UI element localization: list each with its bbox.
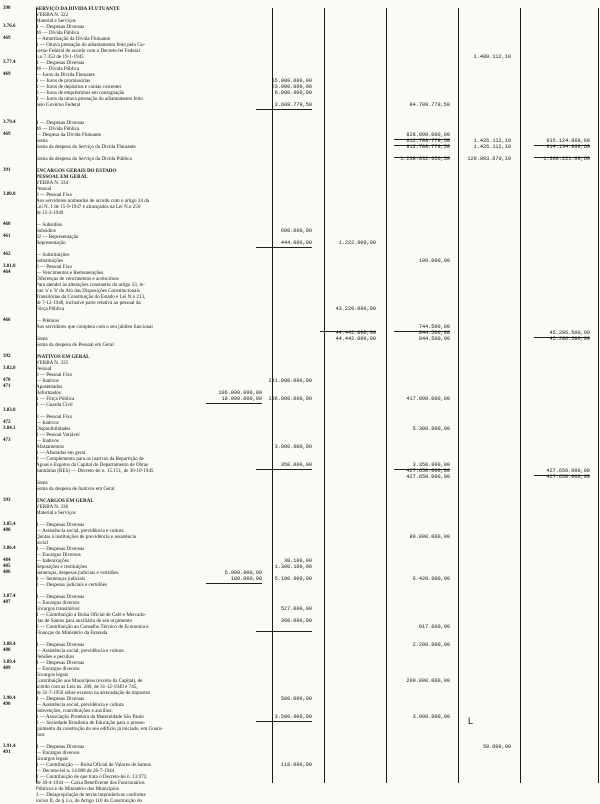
budget-code: 487 bbox=[3, 600, 11, 605]
amount-value: 360.000,00 bbox=[280, 618, 312, 624]
amount-value: 1.426.112,10 bbox=[473, 144, 511, 150]
amount-value: 18.000.000,00 bbox=[221, 396, 262, 402]
amount-value: 427.650.000,00 bbox=[406, 468, 450, 474]
amount-value: 100.000,00 bbox=[230, 576, 262, 582]
amount-value: 3.000.000,00 bbox=[274, 444, 312, 450]
amount-value: 917.600,00 bbox=[418, 624, 450, 630]
amount-value: 5.000.000,00 bbox=[224, 570, 262, 576]
sum-rule bbox=[256, 631, 312, 632]
description-line: 1 — Sentenças judiciais bbox=[36, 576, 86, 582]
amount-value: 136.000.000,00 bbox=[268, 396, 312, 402]
description-line: Contribuição aos Municípios (exceto da Capital), de bbox=[36, 678, 143, 684]
description-line: 1 — Pessoal Variável bbox=[36, 432, 80, 438]
description-line: 1 — Juros de promissórias bbox=[36, 78, 91, 84]
description-line: — Subsídios bbox=[36, 222, 63, 228]
amount-value: 350.000,00 bbox=[280, 462, 312, 468]
amount-value: 3.350.000,00 bbox=[412, 462, 450, 468]
sum-rule bbox=[394, 331, 450, 332]
sum-rule bbox=[394, 145, 450, 146]
budget-code: 489 bbox=[3, 666, 11, 671]
budget-code: 3.83.0 bbox=[3, 408, 16, 413]
sum-rule bbox=[534, 475, 590, 476]
sum-rule bbox=[534, 145, 590, 146]
description-line: 0 — Pessoal Fixo bbox=[36, 264, 73, 270]
budget-code: 470 bbox=[3, 378, 11, 383]
description-line: VERBA N. 335 bbox=[36, 360, 69, 366]
budget-code: 392 bbox=[3, 354, 11, 359]
description-line: 1 — Contribuição — Bolsa Oficial de Valores de Santos bbox=[36, 762, 151, 768]
sum-rule bbox=[256, 109, 312, 110]
description-line: Soma da despesa de Inativos em Geral bbox=[36, 486, 115, 492]
budget-code: 393 bbox=[3, 498, 11, 503]
sum-rule bbox=[394, 139, 450, 140]
budget-code: 3.76.6 bbox=[3, 24, 16, 29]
budget-code: 461 bbox=[3, 234, 11, 239]
amount-value: 43.220.000,00 bbox=[335, 306, 376, 312]
description-line: verno Federal de acordo com o Decreto-lei Federal bbox=[36, 48, 140, 54]
description-line: 3 — Juros de empréstimos em consignação bbox=[36, 90, 125, 96]
description-line: 2 — Contribuição de que trata o Decreto-lei n. 13.972, bbox=[36, 774, 148, 780]
amount-value: 129.983.670,10 bbox=[467, 156, 511, 162]
amount-value: 44.442.000,00 bbox=[335, 330, 376, 336]
sum-rule bbox=[256, 469, 312, 470]
description-line: lhos bbox=[36, 732, 45, 738]
description-line: Soma da despesa do Serviço da Dívida Flutuante bbox=[36, 144, 136, 150]
description-line: 2 — Juros de depósitos e contas correntes bbox=[36, 84, 122, 90]
description-line: Reformados bbox=[36, 390, 61, 396]
amount-value: 844.500,00 bbox=[418, 336, 450, 342]
description-line: Soma da despesa do Serviço da Dívida Pública bbox=[36, 156, 132, 162]
sum-rule bbox=[320, 331, 376, 332]
description-line: 0 — Pessoal Fixo bbox=[36, 372, 73, 378]
description-line: Diferenças de vencimentos e acréscimos bbox=[36, 276, 119, 282]
budget-code: 460 bbox=[3, 222, 11, 227]
description-line: de 15-3-1949 bbox=[36, 210, 64, 216]
budget-code: 473 bbox=[3, 438, 11, 443]
description-line: Disponibilidades bbox=[36, 426, 71, 432]
description-line: ENCARGOS GERAIS DO ESTADO bbox=[36, 168, 117, 174]
amount-value: 3.608.779,50 bbox=[274, 102, 312, 108]
margin-mark: L bbox=[468, 716, 474, 726]
amount-value: 1.300.100,00 bbox=[274, 564, 312, 570]
budget-code: 3.80.0 bbox=[3, 192, 16, 197]
description-line: 0 — Pessoal Fixo bbox=[36, 414, 73, 420]
description-line: 4 — Despesas Diversas bbox=[36, 594, 85, 600]
description-line: de 7-12-1948, inclusive parte relativa ao pessoal da bbox=[36, 300, 141, 306]
description-line: — Decreto-lei n. 14.088 de 26-7-1944 bbox=[36, 768, 115, 774]
budget-code: 3.77.4 bbox=[3, 60, 16, 65]
description-line: — Despesa da Dívida Flutuante bbox=[36, 132, 102, 138]
description-line: Material e Serviços bbox=[36, 18, 76, 24]
description-line: VERBA N. 334 bbox=[36, 180, 69, 186]
description-line: — Assistência social, previdência e cultura bbox=[36, 702, 124, 708]
amount-value: 914.134.869,60 bbox=[546, 144, 590, 150]
description-line: 4 — Juros da oitava prestação do adiantamento feito bbox=[36, 96, 143, 102]
description-line: SERVIÇO DA DÍVIDA FLUTUANTE bbox=[36, 6, 120, 12]
amount-value: 912.708.779,50 bbox=[406, 138, 450, 144]
budget-code: 486 bbox=[3, 570, 11, 575]
amount-value: 828.000.000,00 bbox=[406, 132, 450, 138]
description-line: 4 — Despesas Diversas bbox=[36, 660, 85, 666]
description-line: Encargos legais bbox=[36, 756, 69, 762]
amount-value: 45.286.500,00 bbox=[549, 330, 590, 336]
sum-rule bbox=[206, 583, 262, 584]
description-line: 2 — Guarda Civil bbox=[36, 402, 73, 408]
amount-value: 427.650.000,00 bbox=[406, 474, 450, 480]
amount-value: 2.200.000,00 bbox=[412, 642, 450, 648]
description-line: pelo Govêrno Federal bbox=[36, 102, 81, 108]
budget-code: 472 bbox=[3, 420, 11, 425]
description-line: — Encargos diversos bbox=[36, 600, 80, 606]
description-line: social bbox=[36, 540, 48, 546]
amount-value: 3.000.000,00 bbox=[412, 714, 450, 720]
amount-value: 30.100,00 bbox=[283, 558, 312, 564]
budget-code: 491 bbox=[3, 750, 11, 755]
description-line: 46 — Dívida Pública bbox=[36, 66, 80, 72]
amount-value: 500.000,00 bbox=[280, 696, 312, 702]
description-line: VERBA N. 322 bbox=[36, 12, 69, 18]
description-line: 1 — Afastados em geral bbox=[36, 450, 86, 456]
amount-value: 6.000.000,00 bbox=[274, 90, 312, 96]
budget-code: 469 bbox=[3, 36, 11, 41]
description-line: Encargos transitórios: bbox=[36, 606, 81, 612]
amount-value: 527.000,00 bbox=[280, 606, 312, 612]
description-line: Públicos e do Ministério dos Municípios bbox=[36, 786, 119, 792]
description-line: inciso II, do § 1.o, do Artigo 110 da Constituição do bbox=[36, 798, 143, 804]
budget-code: 488 bbox=[3, 648, 11, 653]
budget-code: 3.91.4 bbox=[3, 744, 16, 749]
amount-value: 45.286.500,00 bbox=[549, 336, 590, 342]
description-line: 1 — Oitava prestação do adiantamento feito pelo Go- bbox=[36, 42, 146, 48]
budget-code: 3.81.0 bbox=[3, 264, 16, 269]
description-line: Transitórias da Constituição do Estado e Lei N.o 213, bbox=[36, 294, 146, 300]
description-line: Reposições e restituições bbox=[36, 564, 88, 570]
description-line: Encargos legais bbox=[36, 672, 69, 678]
budget-code: 3.88.4 bbox=[3, 642, 16, 647]
sum-rule bbox=[206, 403, 262, 404]
description-line: Aposentados bbox=[36, 384, 63, 390]
description-line: Soma bbox=[36, 138, 48, 144]
amount-value: 80.000.000,00 bbox=[409, 534, 450, 540]
description-line: Aos servidores que completa com o seu jubileu funcional bbox=[36, 324, 153, 330]
description-line: VERBA N. 336 bbox=[36, 504, 69, 510]
column-rule bbox=[386, 8, 387, 783]
amount-value: 427.650.000,00 bbox=[546, 474, 590, 480]
description-line: Soma bbox=[36, 480, 48, 486]
column-rule bbox=[324, 8, 325, 783]
amount-value: 44.442.000,00 bbox=[335, 336, 376, 342]
budget-code: 464 bbox=[3, 270, 11, 275]
description-line: — Assistência social, previdência e cultura bbox=[36, 648, 124, 654]
description-line: INATIVOS EM GERAL bbox=[36, 354, 90, 360]
budget-code: 3.89.4 bbox=[3, 660, 16, 665]
budget-code: 466 bbox=[3, 318, 11, 323]
budget-code: 469 bbox=[3, 72, 11, 77]
description-line: — Inativos bbox=[36, 420, 59, 426]
description-line: — Inativos bbox=[36, 438, 59, 444]
description-line: Subvenções, contribuições e auxílios: bbox=[36, 708, 113, 714]
description-line: — Indenizações bbox=[36, 558, 69, 564]
amount-value: 1.426.112,10 bbox=[473, 138, 511, 144]
description-line: 1 — Contribuição à Bolsa Oficial de Café e Mercado- bbox=[36, 612, 147, 618]
description-line: de 31-7-1950 sôbre excesso na arrecadação de impostos bbox=[36, 690, 151, 696]
description-line: 2 — Contribuição ao Conselho Técnico de Economia e bbox=[36, 624, 149, 630]
budget-code: 391 bbox=[3, 168, 11, 173]
description-line: Soma bbox=[36, 336, 48, 342]
amount-value: 1.222.000,00 bbox=[338, 240, 376, 246]
description-line: Para atender às alterações constantes do artigo 23, le- bbox=[36, 282, 145, 288]
description-line: Fôrça Pública bbox=[36, 306, 65, 312]
description-line: Águas e Esgotos da Capital do Departamento de Obras bbox=[36, 462, 149, 468]
budget-code: 3.87.4 bbox=[3, 594, 16, 599]
amount-value: 5.300.000,00 bbox=[412, 426, 450, 432]
description-line: Substituições bbox=[36, 258, 64, 264]
description-line: Representação bbox=[36, 240, 66, 246]
amount-value: 1.238.032.656,50 bbox=[400, 156, 450, 162]
description-line: — Vencimentos e Remunerações bbox=[36, 270, 104, 276]
description-line: 1 — Fôrça Pública bbox=[36, 396, 75, 402]
budget-code: 484 bbox=[3, 558, 11, 563]
description-line: acôrdo com as Leis ns. 280, de 31-12-1949 e 745, bbox=[36, 684, 138, 690]
description-line: — Amortização da Dívida Flutuante bbox=[36, 36, 111, 42]
amount-value: 50.000,00 bbox=[482, 744, 511, 750]
description-line: Quotas à instituições de previdência e assistência bbox=[36, 534, 137, 540]
amount-value: 444.000,00 bbox=[280, 240, 312, 246]
amount-value: 915.124.869,60 bbox=[546, 138, 590, 144]
description-line: 4 — Despesas Diversas bbox=[36, 744, 85, 750]
description-line: rias de Santos para auxiliário de seu orçamento bbox=[36, 618, 133, 624]
description-line: — Substituições bbox=[36, 252, 70, 258]
description-line: — Encargos diversos bbox=[36, 666, 80, 672]
sum-rule bbox=[256, 721, 312, 722]
amount-value: 23.000.000,00 bbox=[271, 84, 312, 90]
amount-value: 100.000,00 bbox=[418, 258, 450, 264]
budget-code: 469 bbox=[3, 132, 11, 137]
description-line: 4 — Despesas Diversas bbox=[36, 642, 85, 648]
budget-code: 462 bbox=[3, 252, 11, 257]
description-line: Sentenças, despesas judiciais e certidões bbox=[36, 570, 119, 576]
budget-code: 480 bbox=[3, 528, 11, 533]
description-line: — Encargos Diversos bbox=[36, 552, 81, 558]
description-line: tras 'a' e 'b' do Ato das Disposições Constitucionais bbox=[36, 288, 140, 294]
amount-value: 281.000.000,00 bbox=[268, 378, 312, 384]
description-line: 02 — Representação bbox=[36, 234, 79, 240]
amount-value: 55.000.000,00 bbox=[271, 78, 312, 84]
column-rule bbox=[520, 8, 521, 783]
sum-rule bbox=[394, 157, 450, 158]
budget-code: 490 bbox=[3, 702, 11, 707]
description-line: 4 — Despesas Diversas bbox=[36, 24, 85, 30]
budget-code: 3.86.4 bbox=[3, 546, 16, 551]
description-line: 2 — Despesas judiciais e certidões bbox=[36, 582, 107, 588]
description-line: 46 — Dívida Pública bbox=[36, 30, 80, 36]
description-line: — Prêmios bbox=[36, 318, 60, 324]
description-column bbox=[36, 6, 268, 804]
amount-value: 118.000,00 bbox=[280, 762, 312, 768]
description-line: Pessoal bbox=[36, 186, 52, 192]
description-line: 4 — Despesas Diversas bbox=[36, 522, 85, 528]
amount-value: 200.000.000,00 bbox=[406, 678, 450, 684]
description-line: — Juros da Dívida Flutuante bbox=[36, 72, 95, 78]
description-line: Soma da despesa do Pessoal em Geral bbox=[36, 342, 114, 348]
description-line: Material e Serviços bbox=[36, 510, 76, 516]
description-line: — Assistência social, previdência e cultura bbox=[36, 528, 124, 534]
description-line: Pessoal bbox=[36, 366, 52, 372]
budget-code: 3.84.1 bbox=[3, 426, 16, 431]
amount-value: 3.500.000,00 bbox=[274, 714, 312, 720]
description-line: 46 — Dívida Pública bbox=[36, 126, 80, 132]
amount-value: 6.420.000,00 bbox=[412, 576, 450, 582]
amount-value: 106.000.000,00 bbox=[218, 390, 262, 396]
description-line: 4 — Despesas Diversas bbox=[36, 696, 85, 702]
amount-value: 5.100.000,00 bbox=[274, 576, 312, 582]
budget-code: 3.82.0 bbox=[3, 366, 16, 371]
column-rule bbox=[458, 8, 459, 783]
description-line: — Inativos bbox=[36, 378, 59, 384]
sum-rule bbox=[534, 157, 590, 158]
amount-value: 427.650.000,00 bbox=[546, 468, 590, 474]
budget-code: 390 bbox=[3, 6, 11, 11]
description-line: Finanças do Ministério da Fazenda bbox=[36, 630, 108, 636]
amount-value: 1.368.221.09,60 bbox=[543, 156, 590, 162]
amount-value: 844.500,00 bbox=[418, 330, 450, 336]
column-rule bbox=[598, 8, 599, 783]
budget-code: 3.79.4 bbox=[3, 120, 16, 125]
description-line: Lei N. 1 de 15-9-1947 e alcançados na Lei N.o 250 bbox=[36, 204, 141, 210]
description-line: n.o 7.353 de 19-1-1945 bbox=[36, 54, 84, 60]
amount-value: 744.500,00 bbox=[418, 324, 450, 330]
description-line: 2 — Complemento para os inativos da Repartição de bbox=[36, 456, 144, 462]
budget-code: 471 bbox=[3, 384, 11, 389]
description-line: 3 — Desapropriação de terras improdutivas conforme bbox=[36, 792, 146, 798]
description-line: de 30-4-1944 — Caixa Beneficente dos Funcionários bbox=[36, 780, 145, 786]
budget-code: 3.90.4 bbox=[3, 696, 16, 701]
sum-rule bbox=[256, 247, 312, 248]
budget-code: 485 bbox=[3, 564, 11, 569]
budget-code: 3.85.4 bbox=[3, 522, 16, 527]
description-line: Sanitárias (RES) — Decreto-lei n. 15.151, de 30-10-1945 bbox=[36, 468, 154, 474]
description-line: Subsídios bbox=[36, 228, 56, 234]
description-line: Pensões e pecúlios bbox=[36, 654, 75, 660]
amount-value: 912.708.779,50 bbox=[406, 144, 450, 150]
sum-rule bbox=[534, 337, 590, 338]
description-line: PESSOAL EM GERAL bbox=[36, 174, 88, 180]
amount-value: 84.708.779,50 bbox=[409, 102, 450, 108]
description-line: 4 — Despesas Diversas bbox=[36, 60, 85, 66]
description-line: 1 — Associação Protetora da Maternidade São Paulo bbox=[36, 714, 144, 720]
amount-value: 417.000.000,00 bbox=[406, 396, 450, 402]
description-line: 2 — Sociedade Brasileira de Educação para o prosse- bbox=[36, 720, 146, 726]
amount-value: 1.489.112,10 bbox=[473, 54, 511, 60]
description-line: 4 — Despesas Diversas bbox=[36, 120, 85, 126]
sum-rule bbox=[394, 469, 450, 470]
description-line: ENCARGOS EM GERAL bbox=[36, 498, 94, 504]
amount-value: 600.000,00 bbox=[280, 228, 312, 234]
description-line: Afastamentos bbox=[36, 444, 65, 450]
description-line: Aos servidores nomeados de acordo com o artigo 24 da bbox=[36, 198, 150, 204]
description-line: — Encargos diversos bbox=[36, 750, 80, 756]
description-line: 0 — Pessoal Fixo bbox=[36, 192, 73, 198]
description-line: guimento da construção do seu edifício já iniciado, em Guaru- bbox=[36, 726, 164, 732]
description-line: 4 — Despesas Diversas bbox=[36, 546, 85, 552]
